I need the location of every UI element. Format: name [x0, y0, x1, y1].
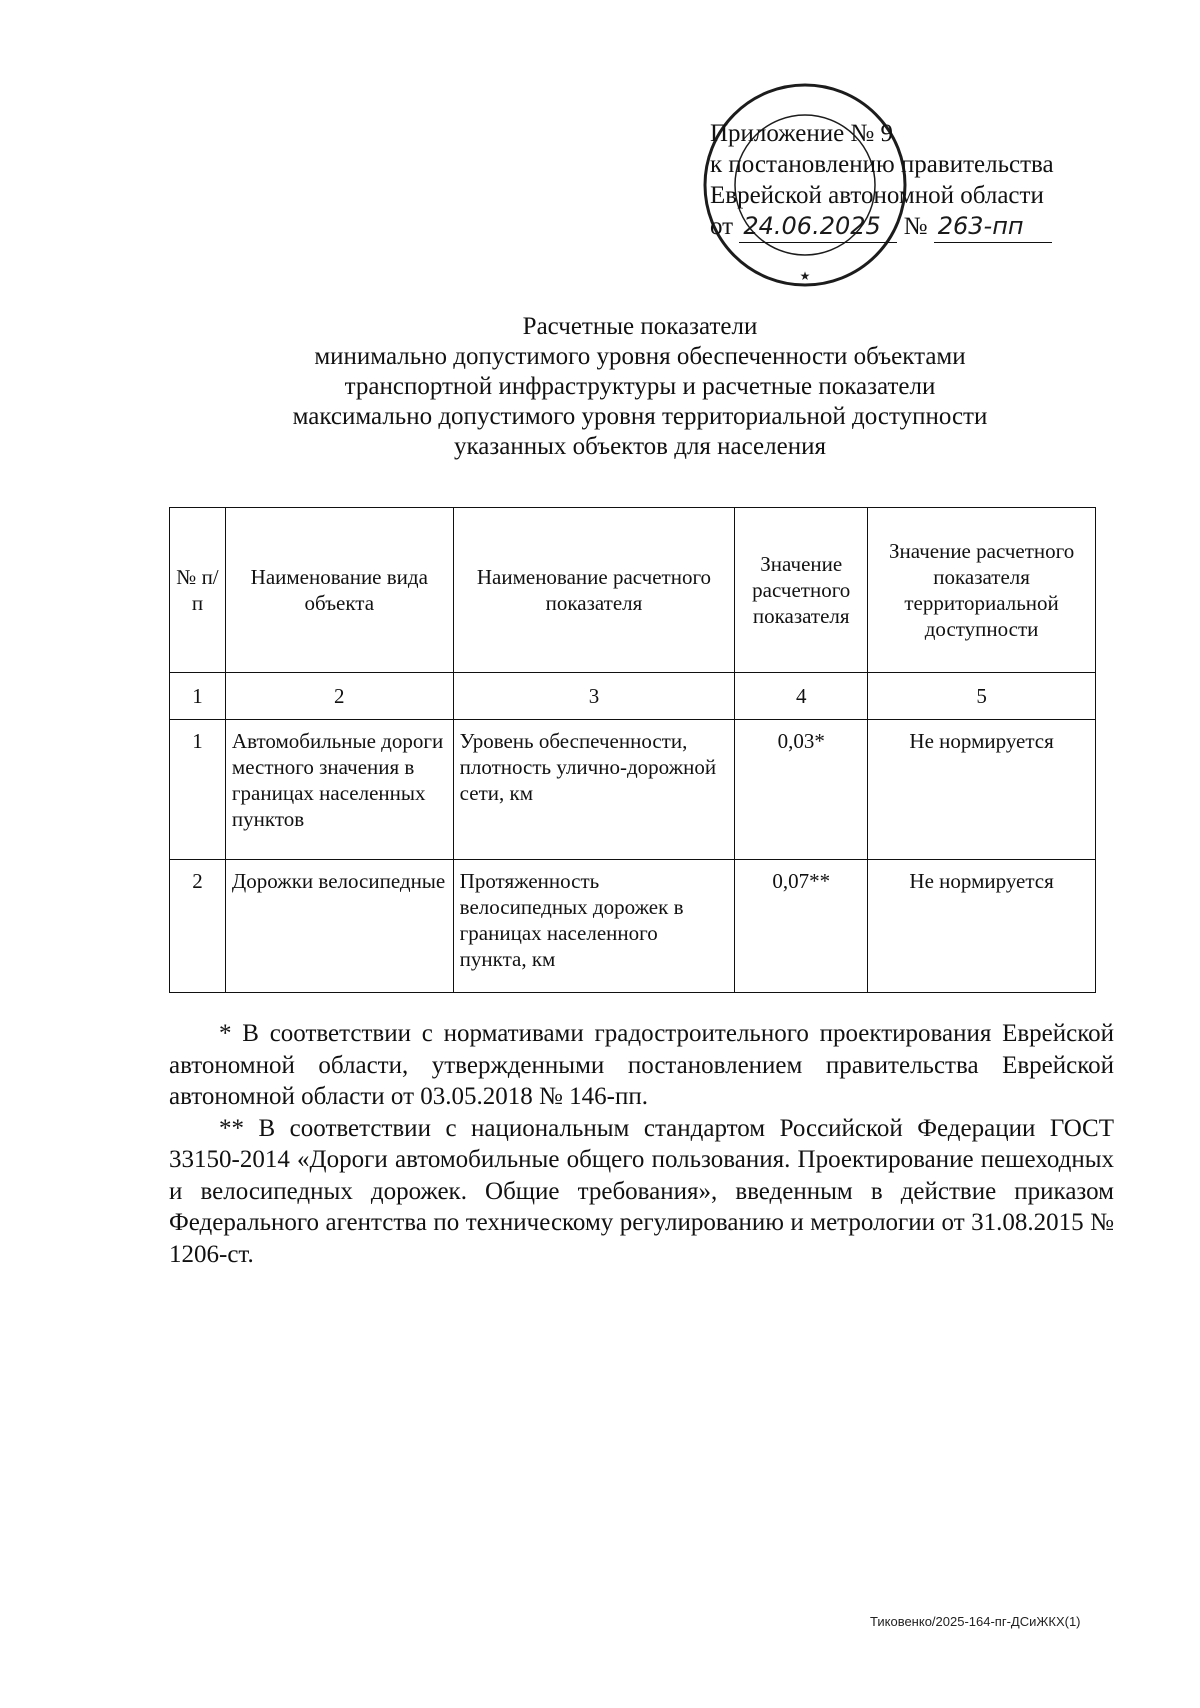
- header-cell-indicator-name: Наименование расчетного показателя: [453, 508, 735, 673]
- footer-registration: Тиковенко/2025-164-пг-ДСиЖКХ(1): [870, 1614, 1081, 1629]
- footnote-1: * В соответствии с нормативами градостроительного проектирования Еврейской автономной области, утвержденными постановлением правительства Еврейской автономной области от 03.05.2018 № 146-пп.: [169, 1020, 1114, 1110]
- accessibility-value-cell: Не нормируется: [868, 860, 1096, 993]
- table-row: [170, 720, 1096, 860]
- row-number: 2: [170, 860, 226, 993]
- header-cell-accessibility-value: Значение расчетного показателя территориальной доступности: [868, 508, 1096, 673]
- footnotes: [169, 1018, 1114, 1270]
- indicator-value-cell: 0,03*: [735, 720, 868, 860]
- title-line: указанных объектов для населения: [454, 433, 826, 460]
- appendix-title: Приложение № 9: [710, 120, 894, 147]
- handwritten-number: 263-пп: [934, 211, 1052, 243]
- title-line: Расчетные показатели: [522, 313, 758, 340]
- column-number-row: [170, 673, 1096, 720]
- date-prefix: от: [710, 213, 734, 240]
- object-type-cell: Дорожки велосипедные: [225, 860, 453, 993]
- header-cell-indicator-value: Значение расчетного показателя: [735, 508, 868, 673]
- indicator-name-cell: Протяженность велосипедных дорожек в границах населенного пункта, км: [453, 860, 735, 993]
- table-row: [170, 860, 1096, 993]
- indicator-value-cell: 0,07**: [735, 860, 868, 993]
- footnote-2: ** В соответствии с национальным стандартом Российской Федерации ГОСТ 33150-2014 «Дороги автомобильные общего пользования. Проектирование пешеходных и велосипедных дорожек. Общие требования», введенным в действие приказом Федерального агентства по техническому регулированию и метрологии от 31.08.2015 № 1206-ст.: [169, 1114, 1114, 1268]
- appendix-header: [710, 118, 1130, 243]
- indicators-table: [169, 507, 1096, 993]
- row-number: 1: [170, 720, 226, 860]
- header-cell-number: № п/п: [170, 508, 226, 673]
- title-line: минимально допустимого уровня обеспеченности объектами: [314, 343, 966, 370]
- handwritten-date: 24.06.2025: [739, 211, 897, 243]
- title-line: транспортной инфраструктуры и расчетные показатели: [344, 373, 936, 400]
- column-number: 5: [868, 673, 1096, 720]
- column-number: 2: [225, 673, 453, 720]
- number-prefix: №: [903, 213, 928, 240]
- column-number: 1: [170, 673, 226, 720]
- appendix-region: Еврейской автономной области: [710, 182, 1044, 209]
- object-type-cell: Автомобильные дороги местного значения в границах населенных пунктов: [225, 720, 453, 860]
- appendix-date-line: [710, 211, 1130, 243]
- document-title: [170, 312, 1110, 462]
- table-header-row: [170, 508, 1096, 673]
- column-number: 4: [735, 673, 868, 720]
- appendix-resolution-ref: к постановлению правительства: [710, 151, 1054, 178]
- column-number: 3: [453, 673, 735, 720]
- title-line: максимально допустимого уровня территориальной доступности: [292, 403, 988, 430]
- indicator-name-cell: Уровень обеспеченности, плотность улично-дорожной сети, км: [453, 720, 735, 860]
- svg-text:★: ★: [799, 269, 811, 283]
- header-cell-object-type: Наименование вида объекта: [225, 508, 453, 673]
- accessibility-value-cell: Не нормируется: [868, 720, 1096, 860]
